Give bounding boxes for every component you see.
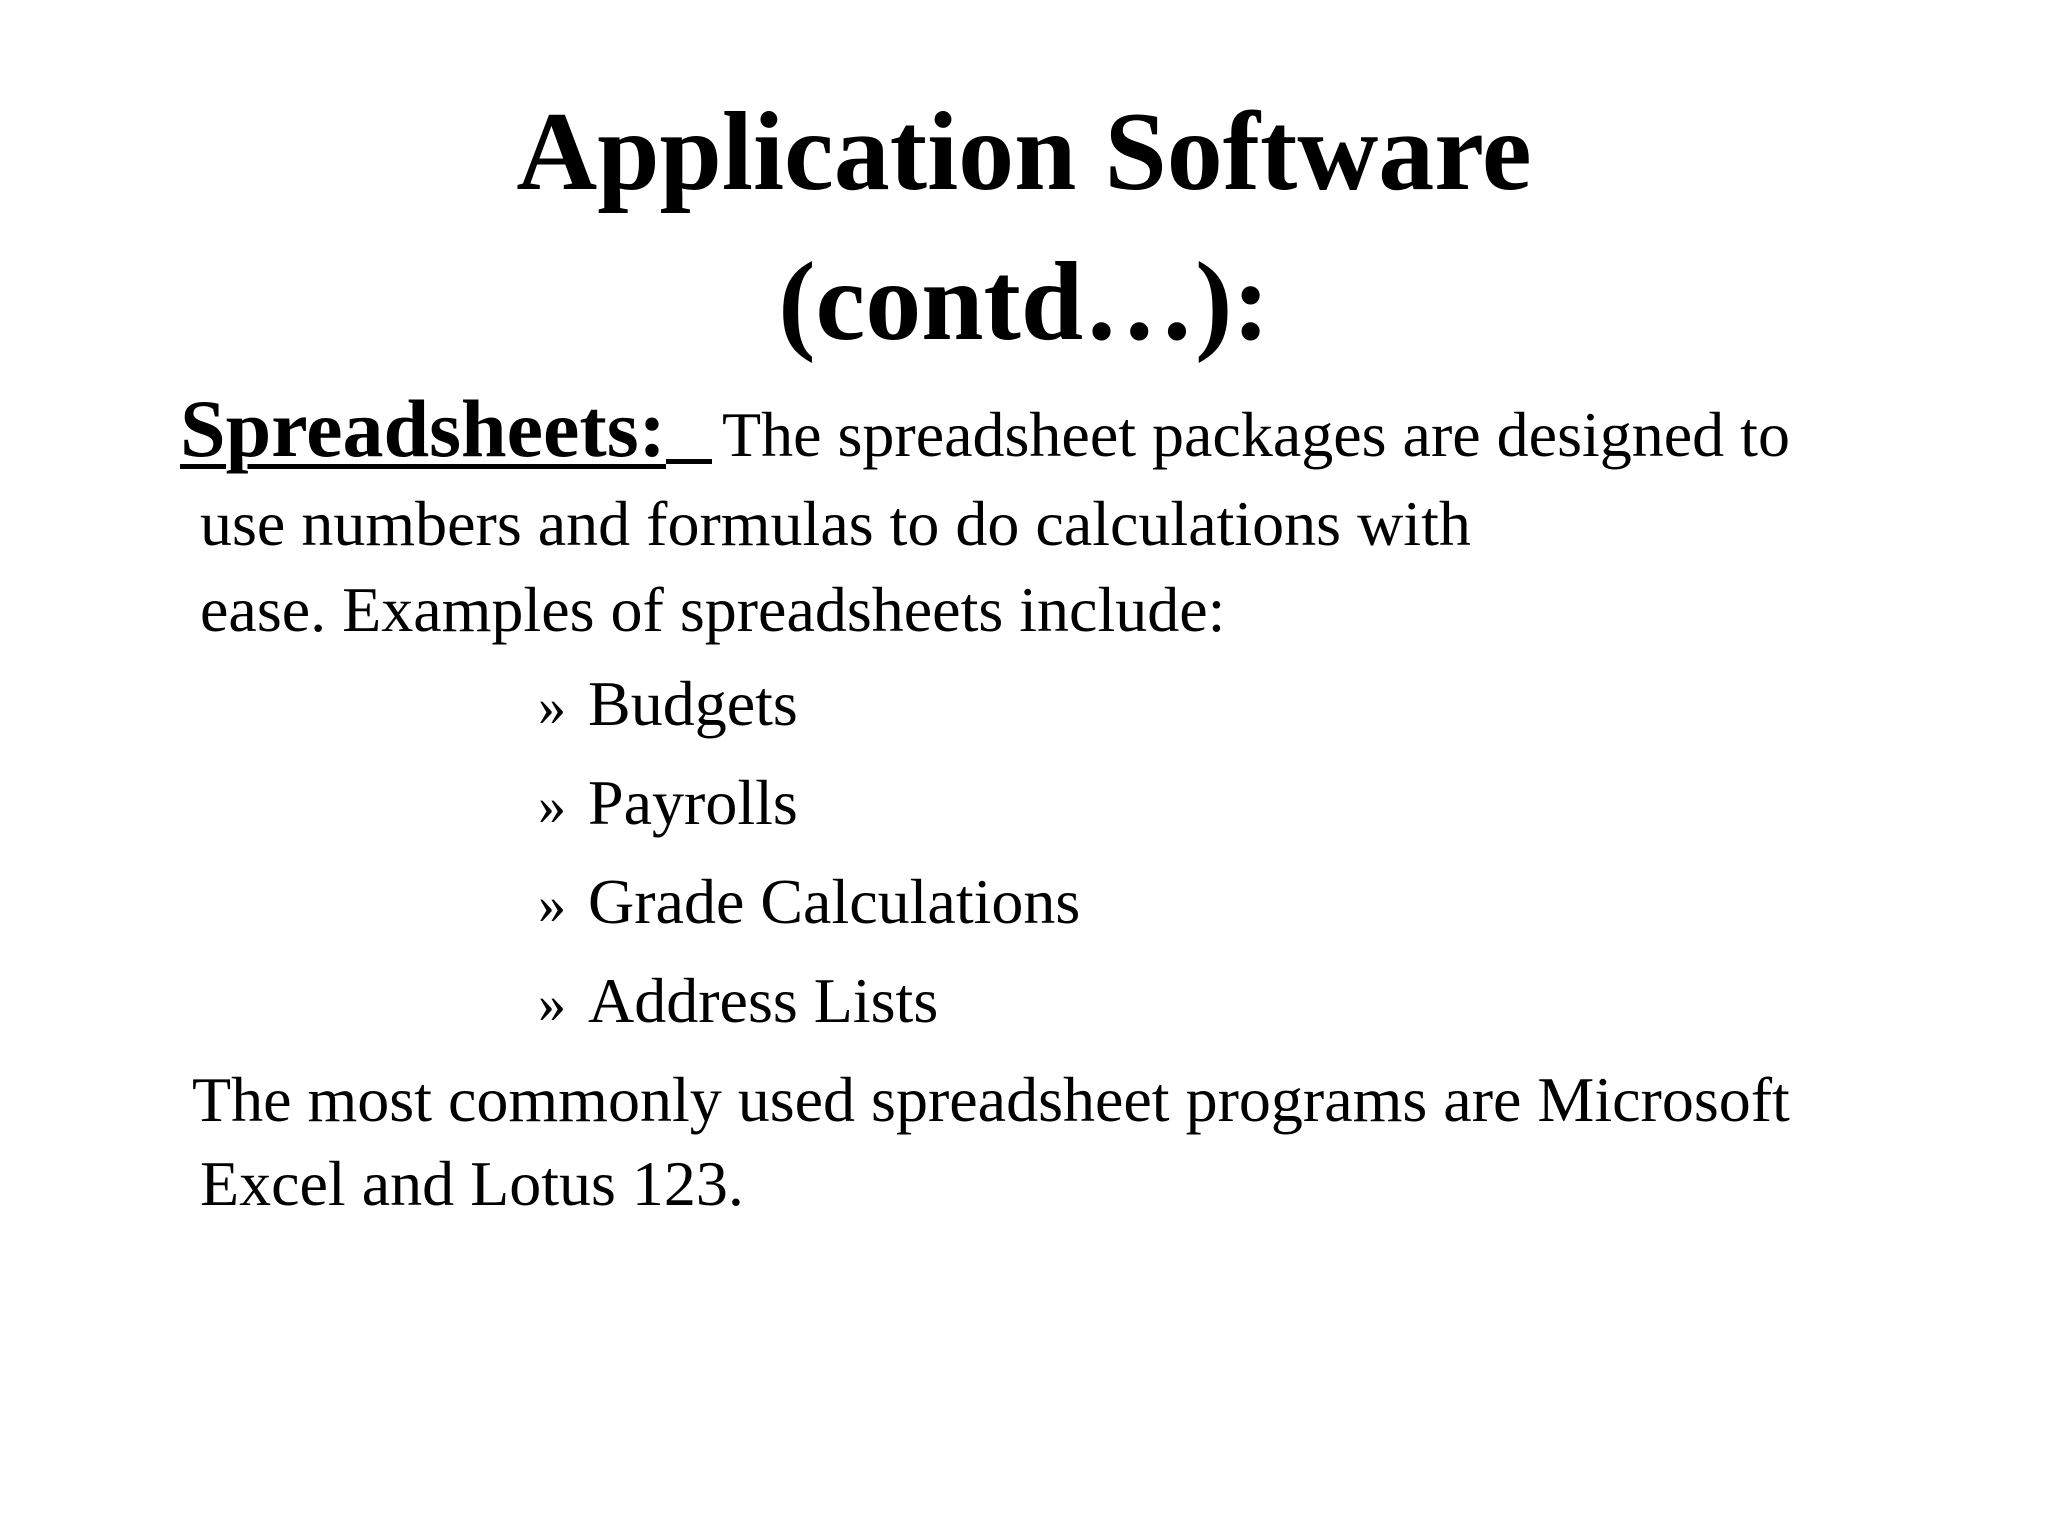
intro-line-3: ease. Examples of spreadsheets include: xyxy=(200,574,1226,645)
list-item-label: Budgets xyxy=(588,668,798,739)
intro-text: The spreadsheet packages are designed to xyxy=(721,399,1790,470)
bullet-icon: » xyxy=(538,874,566,936)
term-underline-extension xyxy=(666,459,712,464)
list-item xyxy=(538,866,1081,969)
examples-list xyxy=(538,668,1081,1068)
term-heading: Spreadsheets: xyxy=(180,383,666,474)
list-item-label: Address Lists xyxy=(588,965,939,1036)
bullet-icon: » xyxy=(538,676,566,738)
bullet-icon: » xyxy=(538,775,566,837)
intro-paragraph xyxy=(180,383,1980,474)
intro-line-2: use numbers and formulas to do calculations with xyxy=(200,488,1471,559)
slide-title-line-1: Application Software xyxy=(516,90,1532,214)
list-item xyxy=(538,767,1080,870)
list-item-label: Grade Calculations xyxy=(588,866,1081,937)
list-item xyxy=(538,965,1080,1068)
closing-line-1: The most commonly used spreadsheet programs are Microsoft xyxy=(192,1064,1790,1135)
bullet-icon: » xyxy=(538,973,566,1035)
closing-line-2: Excel and Lotus 123. xyxy=(200,1148,744,1219)
list-item-label: Payrolls xyxy=(588,767,798,838)
list-item xyxy=(538,668,1080,771)
slide-title-line-2: (contd…): xyxy=(778,240,1270,364)
